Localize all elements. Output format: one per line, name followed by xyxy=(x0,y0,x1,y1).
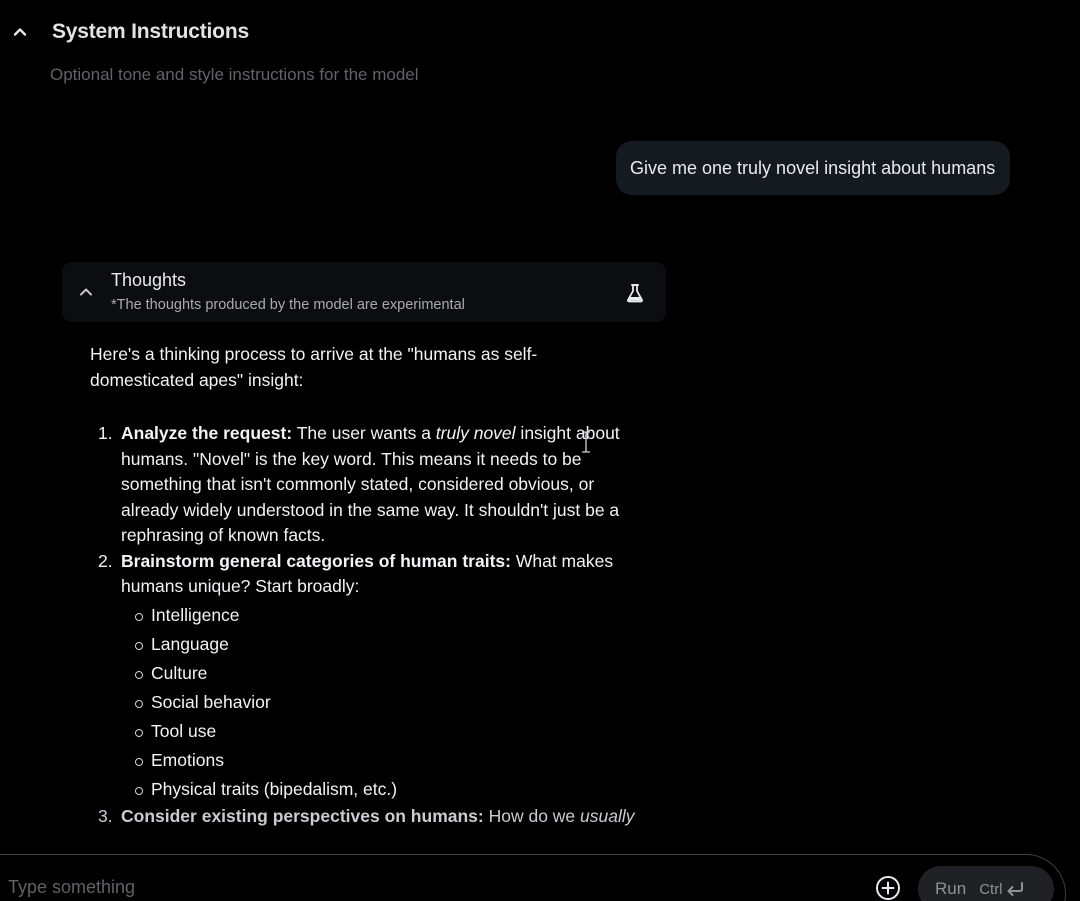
prompt-input[interactable] xyxy=(8,873,708,901)
thought-intro: Here's a thinking process to arrive at the "humans as self-domesticated apes" insight: xyxy=(90,344,538,390)
step-number: 2. xyxy=(98,550,113,571)
chevron-up-icon xyxy=(10,22,30,42)
user-message-bubble xyxy=(616,141,1010,195)
user-message-text: Give me one truly novel insight about humans xyxy=(630,157,996,178)
list-item: Social behavior xyxy=(121,688,650,717)
thoughts-subtitle: *The thoughts produced by the model are experimental xyxy=(111,297,465,313)
list-item: Language xyxy=(121,630,650,659)
list-item: Tool use xyxy=(121,717,650,746)
thought-steps xyxy=(90,421,650,829)
step-text xyxy=(121,549,636,600)
step-body: The user wants a xyxy=(292,423,436,443)
step-heading: Brainstorm general categories of human traits: xyxy=(121,550,511,571)
thoughts-toggle[interactable] xyxy=(62,262,666,322)
trait-list xyxy=(121,601,650,804)
thoughts-title: Thoughts xyxy=(111,270,187,290)
step-heading: Consider existing perspectives on humans: xyxy=(121,805,484,826)
chevron-up-icon xyxy=(76,282,96,302)
step-emphasis: truly novel xyxy=(435,423,516,443)
list-item: Intelligence xyxy=(121,601,650,630)
thought-content xyxy=(90,342,650,836)
step-emphasis: usually xyxy=(580,805,635,826)
step-text xyxy=(121,421,636,549)
flask-icon xyxy=(624,282,646,304)
step-number: 1. xyxy=(98,423,113,443)
thought-step xyxy=(90,804,650,830)
system-instructions-input[interactable] xyxy=(50,60,610,90)
list-item: Emotions xyxy=(121,746,650,775)
step-text xyxy=(121,804,636,830)
step-body: insight about humans. "Novel" is the key word. This means it needs to be something that isn't commonly stated, considered obvious, or already widely understood in the same way. It shouldn't just be a rephrasing of known facts. xyxy=(121,423,620,545)
plus-circle-icon xyxy=(875,875,901,901)
run-shortcut xyxy=(979,881,1024,898)
list-item: Culture xyxy=(121,659,650,688)
system-instructions-title: System Instructions xyxy=(52,20,249,43)
step-heading: Analyze the request: xyxy=(121,423,293,443)
enter-key-icon xyxy=(1005,881,1025,897)
shortcut-label: Ctrl xyxy=(979,880,1003,898)
step-body: What makes humans unique? Start broadly: xyxy=(121,550,614,596)
step-number: 3. xyxy=(98,805,113,826)
thought-step xyxy=(90,421,650,549)
list-item: Physical traits (bipedalism, etc.) xyxy=(121,775,650,804)
add-media-button[interactable] xyxy=(874,874,902,901)
thought-step xyxy=(90,549,650,804)
run-label: Run xyxy=(935,879,967,898)
run-button[interactable] xyxy=(918,866,1054,901)
system-instructions-toggle[interactable] xyxy=(0,14,600,50)
step-body: How do we xyxy=(483,805,581,826)
text-cursor-icon xyxy=(581,431,591,453)
